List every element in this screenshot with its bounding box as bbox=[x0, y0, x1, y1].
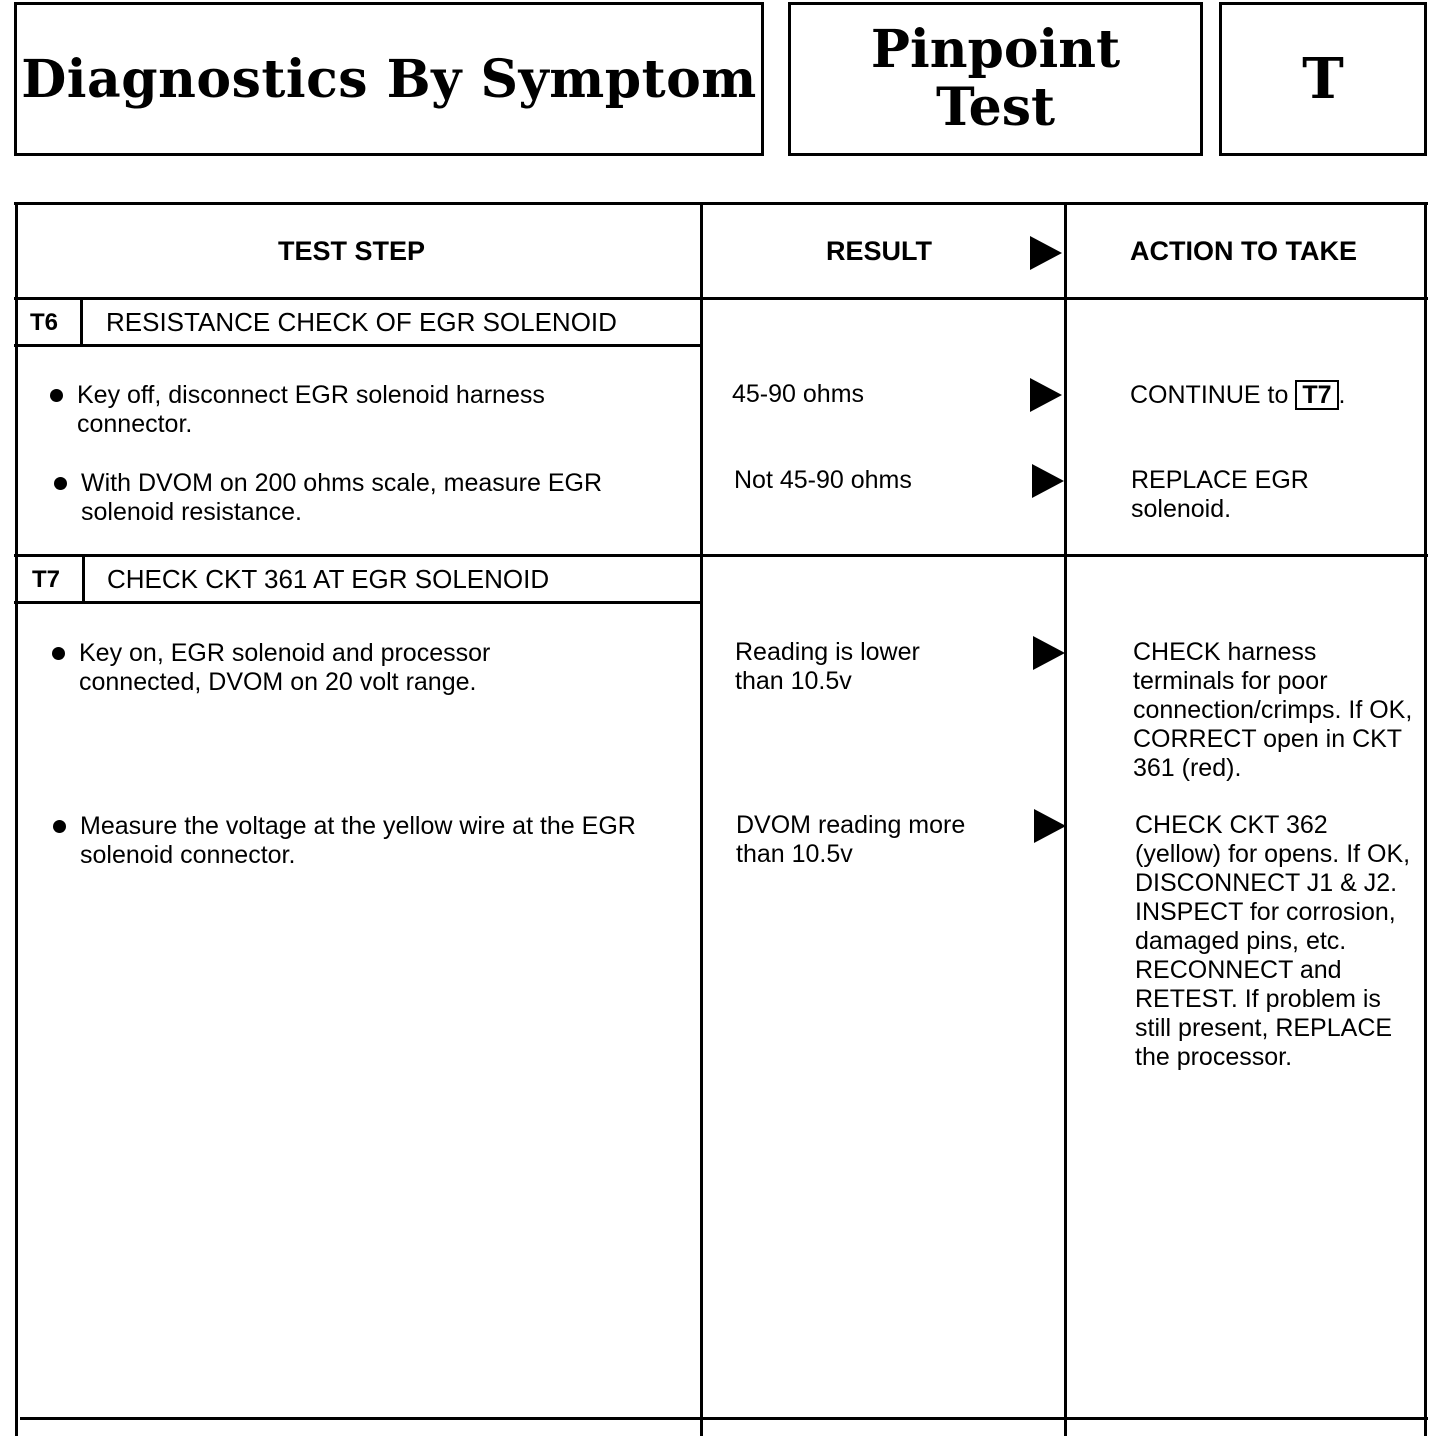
column-header-action: ACTION TO TAKE bbox=[1130, 236, 1357, 266]
bullet-icon bbox=[52, 647, 65, 660]
arrow-icon bbox=[1034, 809, 1066, 843]
instruction-text: Key off, disconnect EGR solenoid harness connector. bbox=[77, 381, 545, 438]
bullet-icon bbox=[53, 820, 66, 833]
action-suffix: . bbox=[1338, 381, 1346, 409]
test-type-box bbox=[788, 2, 1203, 156]
arrow-icon bbox=[1033, 636, 1065, 670]
step-title: CHECK CKT 361 AT EGR SOLENOID bbox=[107, 564, 550, 594]
action-text bbox=[1130, 380, 1345, 410]
test-type-line2: Test bbox=[935, 77, 1056, 138]
bullet-icon bbox=[50, 389, 63, 402]
bullet-icon bbox=[54, 477, 67, 490]
table-left-border bbox=[15, 202, 18, 1436]
test-type-line1: Pinpoint bbox=[870, 19, 1121, 80]
step-reference-box: T7 bbox=[1295, 380, 1338, 410]
instruction-text: With DVOM on 200 ohms scale, measure EGR solenoid resistance. bbox=[81, 469, 603, 526]
result-text: 45-90 ohms bbox=[732, 380, 865, 408]
result-text: Not 45-90 ohms bbox=[734, 466, 912, 494]
arrow-icon bbox=[1030, 236, 1062, 270]
step-id: T6 bbox=[30, 309, 59, 336]
result-text: Reading is lower than 10.5v bbox=[735, 638, 920, 695]
step-title-underline bbox=[14, 601, 703, 604]
column-header-result: RESULT bbox=[826, 236, 932, 266]
table-top-border bbox=[14, 202, 1428, 205]
result-text: DVOM reading more than 10.5v bbox=[736, 811, 966, 868]
step-title-underline bbox=[14, 344, 703, 347]
section-title-text: Diagnostics By Symptom bbox=[21, 48, 757, 110]
action-text: REPLACE EGR solenoid. bbox=[1131, 466, 1309, 523]
arrow-icon bbox=[1030, 378, 1062, 412]
test-letter-box bbox=[1219, 2, 1427, 156]
column-divider-result bbox=[700, 202, 703, 1436]
arrow-icon bbox=[1032, 464, 1064, 498]
step-id-divider bbox=[82, 557, 85, 603]
header-row-divider bbox=[14, 297, 1428, 300]
instruction-text: Measure the voltage at the yellow wire at the EGR solenoid connector. bbox=[80, 812, 636, 869]
table-right-border bbox=[1424, 202, 1427, 1436]
test-letter: T bbox=[1302, 46, 1344, 112]
step-id-divider bbox=[80, 300, 83, 346]
step-title: RESISTANCE CHECK OF EGR SOLENOID bbox=[106, 307, 617, 337]
column-header-test-step: TEST STEP bbox=[278, 236, 426, 266]
instruction-text: Key on, EGR solenoid and processor connected, DVOM on 20 volt range. bbox=[79, 639, 491, 696]
action-text: CHECK harness terminals for poor connection/crimps. If OK, CORRECT open in CKT 361 (red). bbox=[1133, 638, 1413, 782]
step-id: T7 bbox=[32, 566, 61, 593]
step-divider bbox=[14, 554, 1428, 557]
table-bottom-divider bbox=[20, 1417, 1428, 1420]
action-text: CHECK CKT 362 (yellow) for opens. If OK, DISCONNECT J1 & J2. INSPECT for corrosion, damaged pins, etc. RECONNECT and RETEST. If problem is still present, REPLACE the processor. bbox=[1135, 811, 1411, 1071]
section-title bbox=[14, 2, 764, 156]
test-type-label bbox=[871, 21, 1120, 137]
action-prefix: CONTINUE to bbox=[1130, 381, 1289, 409]
